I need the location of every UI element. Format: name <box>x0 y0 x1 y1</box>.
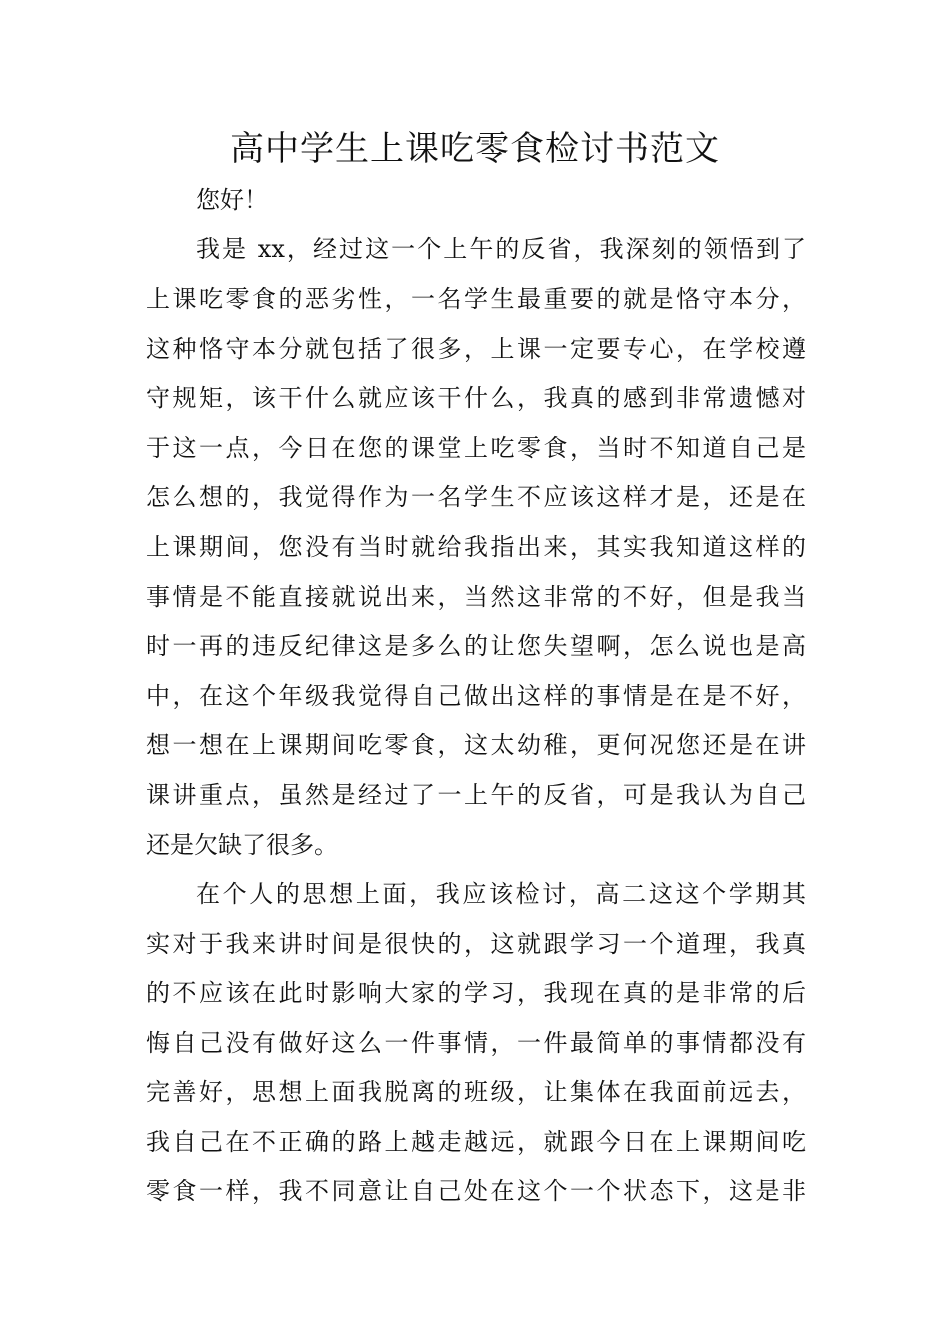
greeting: 您好！ <box>196 186 268 214</box>
text-line: 中，在这个年级我觉得自己做出这样的事情是在是不好， <box>146 682 806 710</box>
text-line: 零食一样，我不同意让自己处在这个一个状态下，这是非 <box>146 1177 806 1205</box>
text-line: 上课吃零食的恶劣性，一名学生最重要的就是恪守本分， <box>146 285 806 313</box>
text-line: 我是 xx，经过这一个上午的反省，我深刻的领悟到了 <box>196 235 806 263</box>
text-line: 想一想在上课期间吃零食，这太幼稚，更何况您还是在讲 <box>146 731 806 759</box>
text-line: 还是欠缺了很多。 <box>146 831 338 859</box>
text-line: 课讲重点，虽然是经过了一上午的反省，可是我认为自己 <box>146 781 806 809</box>
text-line: 怎么想的，我觉得作为一名学生不应该这样才是，还是在 <box>146 483 806 511</box>
text-line: 于这一点，今日在您的课堂上吃零食，当时不知道自己是 <box>146 434 806 462</box>
text-line: 上课期间，您没有当时就给我指出来，其实我知道这样的 <box>146 533 806 561</box>
text-line: 这种恪守本分就包括了很多，上课一定要专心，在学校遵 <box>146 335 806 363</box>
text-line: 时一再的违反纪律这是多么的让您失望啊，怎么说也是高 <box>146 632 806 660</box>
text-line: 的不应该在此时影响大家的学习，我现在真的是非常的后 <box>146 979 806 1007</box>
text-line: 我自己在不正确的路上越走越远，就跟今日在上课期间吃 <box>146 1128 806 1156</box>
text-line: 在个人的思想上面，我应该检讨，高二这这个学期其 <box>196 880 806 908</box>
text-line: 完善好，思想上面我脱离的班级，让集体在我面前远去， <box>146 1078 806 1106</box>
document-title: 高中学生上课吃零食检讨书范文 <box>230 129 720 169</box>
text-line: 守规矩，该干什么就应该干什么，我真的感到非常遗憾对 <box>146 384 806 412</box>
text-line: 事情是不能直接就说出来，当然这非常的不好，但是我当 <box>146 583 806 611</box>
text-line: 悔自己没有做好这么一件事情，一件最简单的事情都没有 <box>146 1029 806 1057</box>
text-line: 实对于我来讲时间是很快的，这就跟学习一个道理，我真 <box>146 930 806 958</box>
